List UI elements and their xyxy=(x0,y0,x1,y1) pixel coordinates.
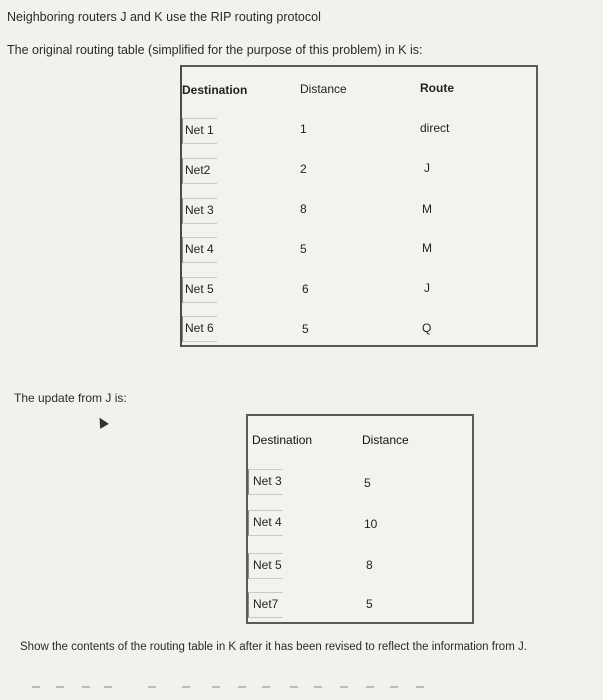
t2-row-3-distance: 8 xyxy=(366,558,373,572)
t2-row-1-destination: Net 3 xyxy=(253,474,282,488)
update-table-j xyxy=(246,414,474,624)
underline-icon[interactable] xyxy=(82,686,90,694)
align-icon[interactable] xyxy=(290,686,298,694)
t1-left-border xyxy=(180,65,182,347)
t1-header-destination: Destination xyxy=(182,83,248,97)
cursor-arrow-icon xyxy=(95,415,109,429)
t1-row-3-route: M xyxy=(422,202,432,216)
t1-row-4-destination: Net 4 xyxy=(185,242,214,256)
t1-row-2-distance: 2 xyxy=(300,162,307,176)
t1-row-5-destination: Net 5 xyxy=(185,282,214,296)
align-icon[interactable] xyxy=(182,686,190,694)
t2-row-4-destination: Net7 xyxy=(253,597,279,611)
t1-row-3-destination: Net 3 xyxy=(185,203,214,217)
t1-row-1-destination: Net 1 xyxy=(185,123,214,137)
t1-header-route: Route xyxy=(420,81,454,95)
format-icon[interactable] xyxy=(314,686,322,694)
t1-row-1-route: direct xyxy=(420,121,450,135)
routing-table-k xyxy=(180,65,538,347)
list-icon[interactable] xyxy=(390,686,398,694)
t1-row-1-distance: 1 xyxy=(300,122,307,136)
t2-row-2-distance: 10 xyxy=(364,517,378,531)
t1-row-3-distance: 8 xyxy=(300,202,307,216)
align-icon[interactable] xyxy=(212,686,220,694)
list-icon[interactable] xyxy=(416,686,424,694)
format-icon[interactable] xyxy=(148,686,156,694)
t2-row-2-destination: Net 4 xyxy=(253,515,282,529)
t2-header-distance: Distance xyxy=(362,433,409,447)
t1-header-distance: Distance xyxy=(300,82,347,96)
t1-row-5-distance: 6 xyxy=(302,282,309,296)
intro-line-1: Neighboring routers J and K use the RIP routing protocol xyxy=(7,10,321,24)
format-icon[interactable] xyxy=(104,686,112,694)
t1-row-4-distance: 5 xyxy=(300,242,307,256)
t1-row-4-route: M xyxy=(422,241,432,255)
intro-line-2: The original routing table (simplified for the purpose of this problem) in K is: xyxy=(7,43,423,57)
align-icon[interactable] xyxy=(262,686,270,694)
t1-row-6-destination: Net 6 xyxy=(185,321,214,335)
t1-row-6-distance: 5 xyxy=(302,322,309,336)
format-icon[interactable] xyxy=(366,686,374,694)
t1-row-2-destination: Net2 xyxy=(185,163,211,177)
t1-row-2-route: J xyxy=(424,161,430,175)
align-icon[interactable] xyxy=(238,686,246,694)
t1-row-5-route: J xyxy=(424,281,430,295)
question-text: Show the contents of the routing table in K after it has been revised to reflect the information from J. xyxy=(20,641,527,653)
italic-icon[interactable] xyxy=(56,686,64,694)
t2-row-4-distance: 5 xyxy=(366,597,373,611)
t2-row-1-distance: 5 xyxy=(364,476,371,490)
update-label: The update from J is: xyxy=(14,391,127,405)
editor-toolbar xyxy=(0,686,603,700)
format-icon[interactable] xyxy=(340,686,348,694)
bold-icon[interactable] xyxy=(32,686,40,694)
t1-row-6-route: Q xyxy=(422,321,432,335)
t2-row-3-destination: Net 5 xyxy=(253,558,282,572)
t2-header-destination: Destination xyxy=(252,433,313,447)
